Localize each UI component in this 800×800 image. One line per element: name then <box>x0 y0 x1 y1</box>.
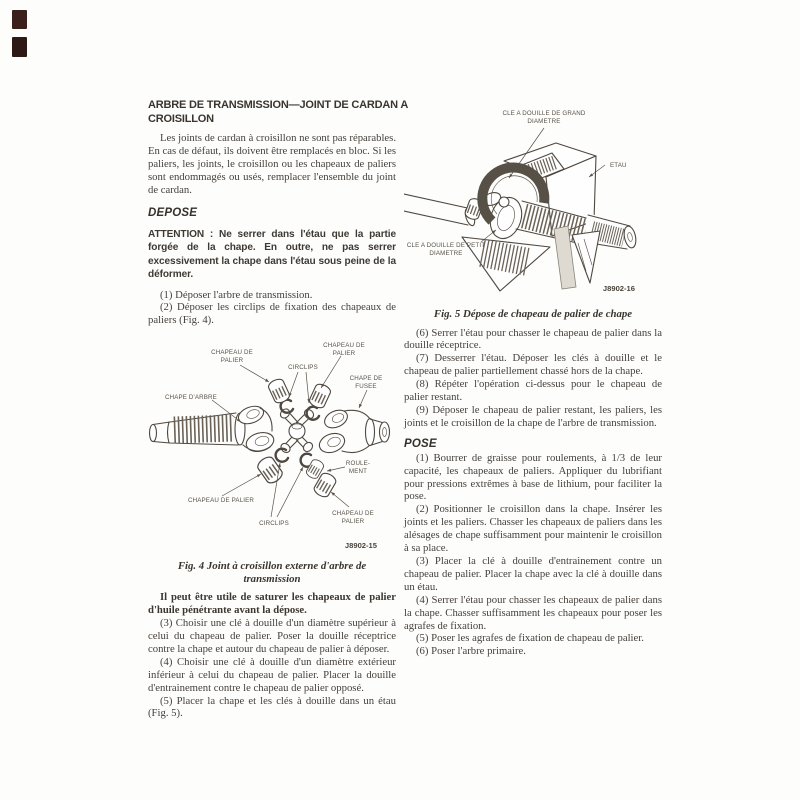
fig5-label-grande-cle-1: CLE A DOUILLE DE GRAND <box>502 110 586 117</box>
fig5-label-petite-cle-1: CLE A DOUILLE DE PETIT <box>406 242 486 249</box>
pose-step-5: (5) Poser les agrafes de fixation de chapeau de palier. <box>416 632 644 645</box>
pose-step-4: (4) Serrer l'étau pour chasser les chapeaux de palier dans la chape. Chasser suffisamment les chapeaux pour poser les agrafes de fixation. <box>404 593 662 632</box>
fig4-label-chapeau-br-2: PALIER <box>341 518 365 526</box>
depose-step-1: (1) Déposer l'arbre de transmission. <box>160 288 313 301</box>
fig4-label-chapeau-tr-1: CHAPEAU DE <box>323 342 365 350</box>
left-yoke-drawing <box>235 403 276 454</box>
depose-step-8: (8) Répéter l'opération ci-dessus pour le chapeau de palier restant. <box>404 378 662 404</box>
depose-heading: DEPOSE <box>148 206 198 219</box>
fig4-label-chapeau-tl-1: CHAPEAU DE <box>211 349 253 357</box>
fig4-label-chape-arbre: CHAPE D'ARBRE <box>165 394 217 402</box>
depose-step-7: (7) Desserrer l'étau. Déposer les clés à douille et le chapeau de palier partiellement chassé hors de la chape. <box>404 352 662 378</box>
depose-step-4: (4) Choisir une clé à douille d'un diamètre extérieur inférieur à celui du chapeau de palier. Placer la douille d'entrainement contre le chapeau de palier opposé. <box>148 655 396 694</box>
fig4-label-chape-fusee-1: CHAPE DE <box>349 375 383 383</box>
pose-step-2: (2) Positionner le croisillon dans la chape. Insérer les joints et les paliers. Chasser les chapeaux de paliers dans les alésages de chape suffisamment pour maintenir le croisillon à sa place. <box>404 503 662 555</box>
page-title-line2: CROISILLON <box>148 112 214 125</box>
fig5-label-etau: ETAU <box>610 162 627 169</box>
fig5-caption: Fig. 5 Dépose de chapeau de palier de chape <box>433 308 633 320</box>
right-yoke-drawing <box>317 407 390 456</box>
fig4-code: J8902-15 <box>344 541 377 551</box>
left-column <box>148 99 409 720</box>
figure-5 <box>404 101 662 304</box>
fig5-illustration <box>404 101 662 299</box>
page-title <box>148 99 409 126</box>
depose-note: Il peut être utile de saturer les chapeaux de palier d'huile pénétrante avant la dépose. <box>148 591 396 617</box>
depose-step-5: (5) Placer la chape et les clés à douille dans un étau (Fig. 5). <box>148 694 396 720</box>
fig5-label-grande-cle-2: DIAMETRE <box>527 118 561 125</box>
depose-step-2: (2) Déposer les circlips de fixation des chapeaux de paliers (Fig. 4). <box>148 301 396 327</box>
fig4-label-chapeau-br-1: CHAPEAU DE <box>332 510 374 518</box>
cross-drawing <box>279 407 316 454</box>
pose-step-1: (1) Bourrer de graisse pour roulements, à 1/3 de leur capacité, les chapeaux de paliers. Appliquer du lubrifiant pour pressions extrêmes à base de lithium, pour faciliter la pose. <box>404 451 662 503</box>
fig4-caption: Fig. 4 Joint à croisillon externe d'arbre de transmission <box>177 560 367 585</box>
intro-paragraph: Les joints de cardan à croisillon ne sont pas réparables. En cas de défaut, ils doivent être remplacés en bloc. Si les paliers, les joints, le croisillon ou les chapeaux de paliers sont endommagés ou usés, remplacer l'ensemble du joint de cardan. <box>148 132 396 196</box>
fig5-code: J8902-16 <box>602 284 635 293</box>
fig4-label-roulement-2: MENT <box>348 468 368 476</box>
fig4-illustration <box>148 339 398 551</box>
fig4-label-chape-fusee-2: FUSEE <box>355 383 377 391</box>
depose-step-9: (9) Déposer le chapeau de palier restant, les paliers, les joints et le croisillon de la chape de l'arbre de transmission. <box>404 403 662 429</box>
fig4-label-chapeau-bl: CHAPEAU DE PALIER <box>188 497 255 505</box>
depose-step-3: (3) Choisir une clé à douille d'un diamètre supérieur à celui du chapeau de palier. Poser la douille réceptrice contre la chape et autour du chapeau de palier à déposer. <box>148 617 396 655</box>
fig4-label-circlips-top: CIRCLIPS <box>288 364 318 372</box>
shaft-drawing <box>150 413 239 445</box>
vise-jaws-drawing <box>462 226 600 291</box>
pose-step-6: (6) Poser l'arbre primaire. <box>416 645 526 658</box>
fig4-label-chapeau-tl-2: PALIER <box>220 357 244 365</box>
pose-step-3: (3) Placer la clé à douille d'entrainement contre un chapeau de palier. Placer la chape avec la clé à douille dans un étau. <box>404 555 662 593</box>
page-title-line1: ARBRE DE TRANSMISSION—JOINT DE CARDAN A <box>148 99 409 111</box>
scan-artifact-bottom <box>12 37 27 57</box>
fig4-label-chapeau-tr-2: PALIER <box>332 350 356 358</box>
depose-step-6: (6) Serrer l'étau pour chasser le chapeau de palier dans la douille réceptrice. <box>404 326 662 352</box>
fig4-label-roulement-1: ROULE- <box>345 460 371 468</box>
scan-artifact-top <box>12 10 27 29</box>
fig5-label-petite-cle-2: DIAMETRE <box>429 250 463 257</box>
attention-paragraph: ATTENTION : Ne serrer dans l'étau que la partie forgée de la chape. En outre, ne pas serrer excessivement la chape dans l'étau sous peine de la déformer. <box>148 228 396 281</box>
figure-4 <box>148 339 396 556</box>
fig4-label-circlips-bottom: CIRCLIPS <box>259 520 289 528</box>
pose-heading: POSE <box>404 437 437 450</box>
joint-cluster-drawing <box>464 190 527 242</box>
right-column <box>404 99 662 658</box>
